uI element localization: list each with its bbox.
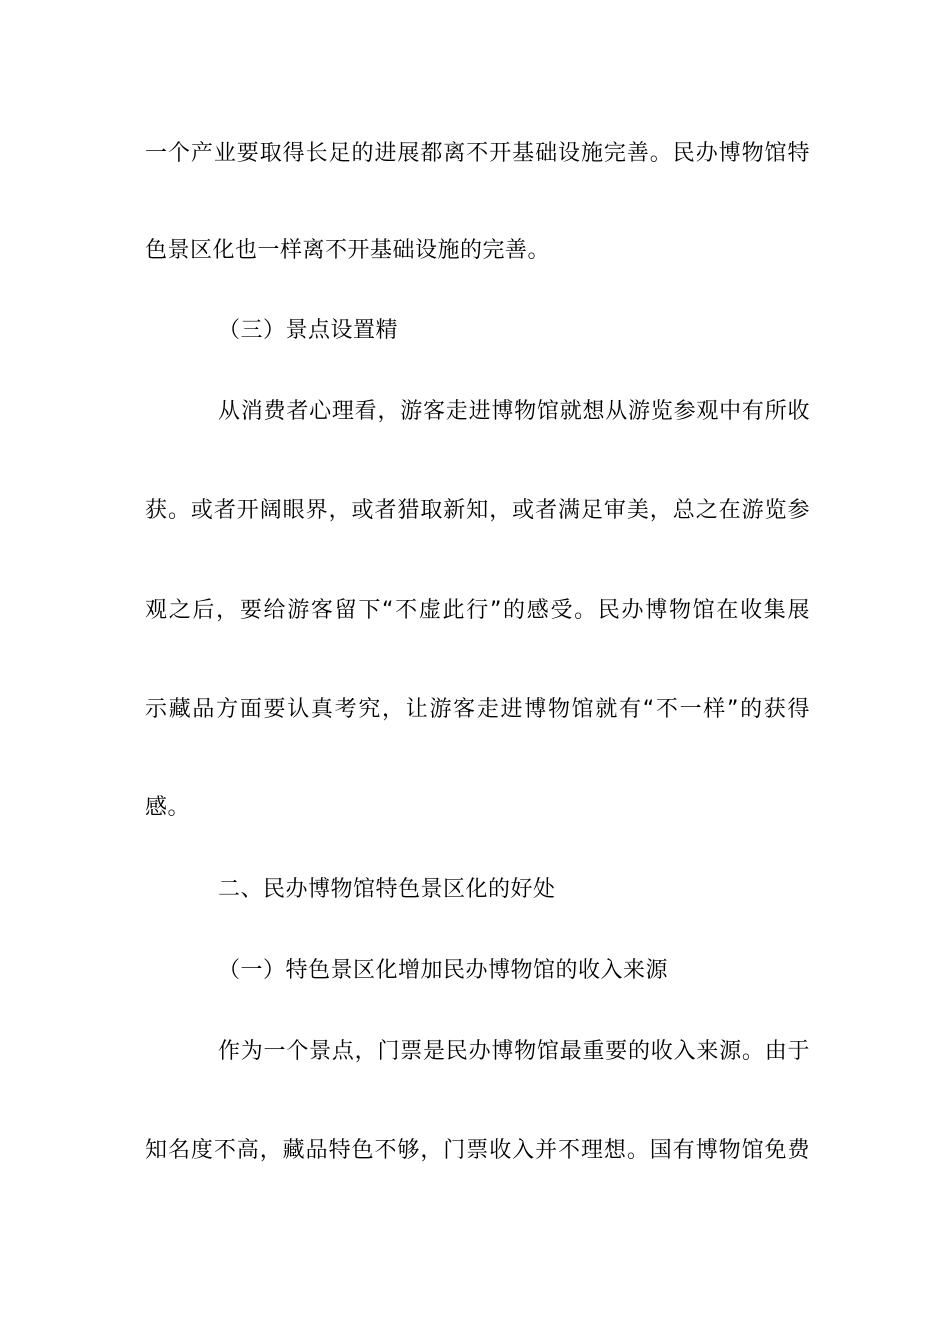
section-heading: （三）景点设置精	[218, 318, 399, 343]
paragraph-line: 作为一个景点，门票是民办博物馆最重要的收入来源。由于	[218, 1039, 810, 1064]
paragraph-line: 从消费者心理看，游客走进博物馆就想从游览参观中有所收	[218, 399, 810, 424]
paragraph-line: 示藏品方面要认真考究，让游客走进博物馆就有“不一样”的获得	[145, 697, 810, 722]
paragraph-line: 一个产业要取得长足的进展都离不开基础设施完善。民办博物馆特	[145, 141, 810, 166]
paragraph-line: 知名度不高，藏品特色不够，门票收入并不理想。国有博物馆免费	[145, 1138, 810, 1163]
paragraph-line: 感。	[145, 795, 191, 820]
paragraph-line: 获。或者开阔眼界，或者猎取新知，或者满足审美，总之在游览参	[145, 498, 810, 523]
paragraph-line: 色景区化也一样离不开基础设施的完善。	[145, 238, 551, 263]
paragraph-line: 观之后，要给游客留下“不虚此行”的感受。民办博物馆在收集展	[145, 598, 810, 623]
subsection-heading: （一）特色景区化增加民办博物馆的收入来源	[218, 958, 669, 983]
section-heading: 二、民办博物馆特色景区化的好处	[218, 877, 556, 902]
